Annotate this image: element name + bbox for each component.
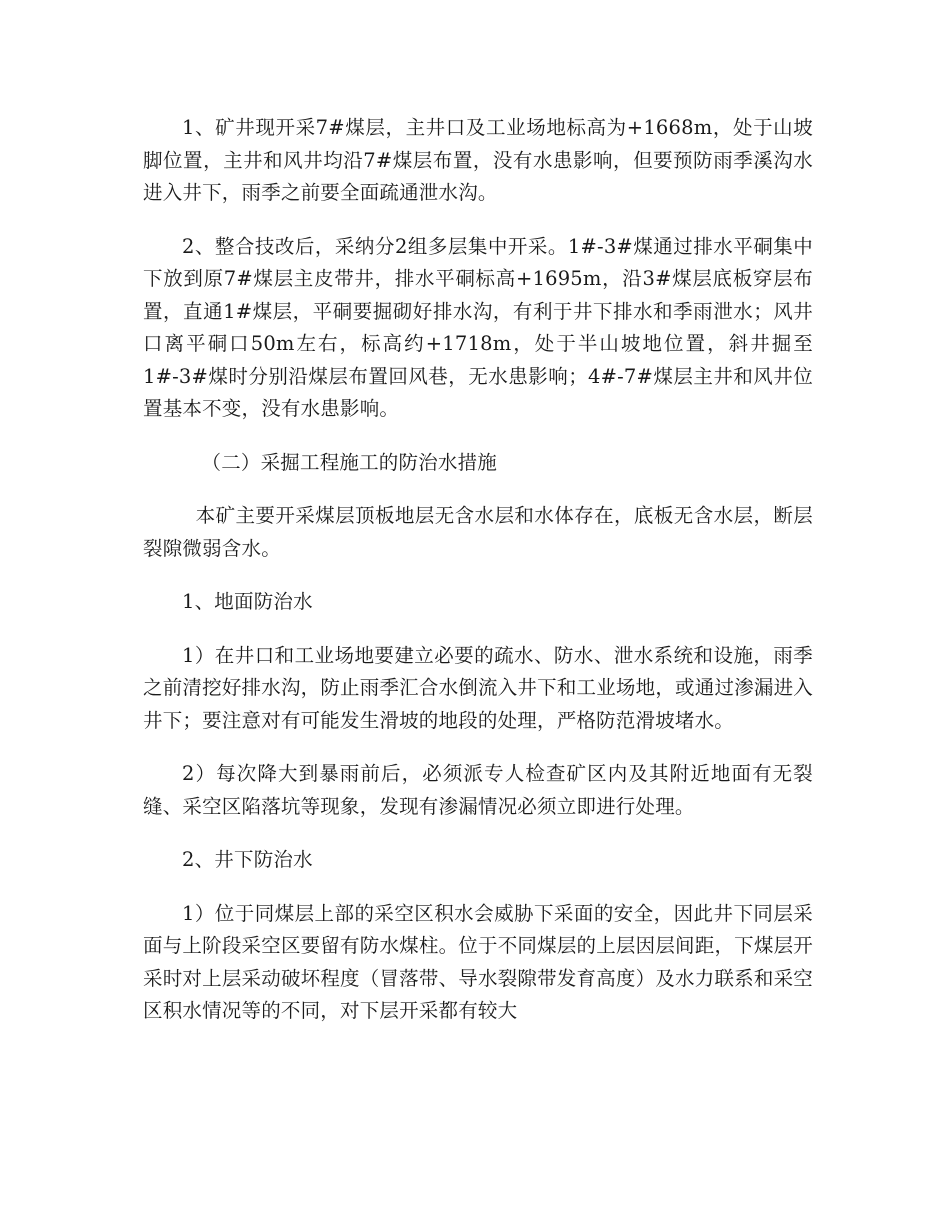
section-heading: （二）采掘工程施工的防治水措施 — [201, 450, 498, 474]
paragraph-2: 2、整合技改后，采纳分2组多层集中开采。1#-3#煤通过排水平硐集中下放到原7#煤层主皮带井，排水平硐标高+1695m，沿3#煤层底板穿层布置，直通1#煤层，平硐要掘砌好排水沟，有利于井下排水和季雨泄水；风井口离平硐口50m左右，标高约+1718m，处于半山坡地位置，斜井掘至1#-3#煤时分别沿煤层布置回风巷，无水患影响；4#-7#煤层主井和风井位置基本不变，没有水患影响。 — [143, 234, 813, 420]
paragraph-5: 2）每次降大到暴雨前后，必须派专人检查矿区内及其附近地面有无裂缝、采空区陷落坑等现象，发现有渗漏情况必须立即进行处理。 — [143, 762, 813, 818]
subheading-underground-water: 2、井下防治水 — [182, 848, 313, 871]
paragraph-6: 1）位于同煤层上部的采空区积水会威胁下采面的安全，因此井下同层采面与上阶段采空区要留有防水煤柱。位于不同煤层的上层因层间距，下煤层开采时对上层采动破坏程度（冒落带、导水裂隙带发育高度）及水力联系和采空区积水情况等的不同，对下层开采都有较大 — [143, 901, 813, 1022]
document-body — [143, 112, 813, 1049]
subheading-surface-water: 1、地面防治水 — [182, 590, 313, 613]
paragraph-3: 本矿主要开采煤层顶板地层无含水层和水体存在，底板无含水层，断层裂隙微弱含水。 — [143, 504, 813, 560]
paragraph-1: 1、矿井现开采7#煤层，主井口及工业场地标高为+1668m，处于山坡脚位置，主井和风井均沿7#煤层布置，没有水患影响，但要预防雨季溪沟水进入井下，雨季之前要全面疏通泄水沟。 — [143, 116, 813, 204]
paragraph-4: 1）在井口和工业场地要建立必要的疏水、防水、泄水系统和设施，雨季之前清挖好排水沟，防止雨季汇合水倒流入井下和工业场地，或通过渗漏进入井下；要注意对有可能发生滑坡的地段的处理，严格防范滑坡堵水。 — [143, 643, 813, 732]
